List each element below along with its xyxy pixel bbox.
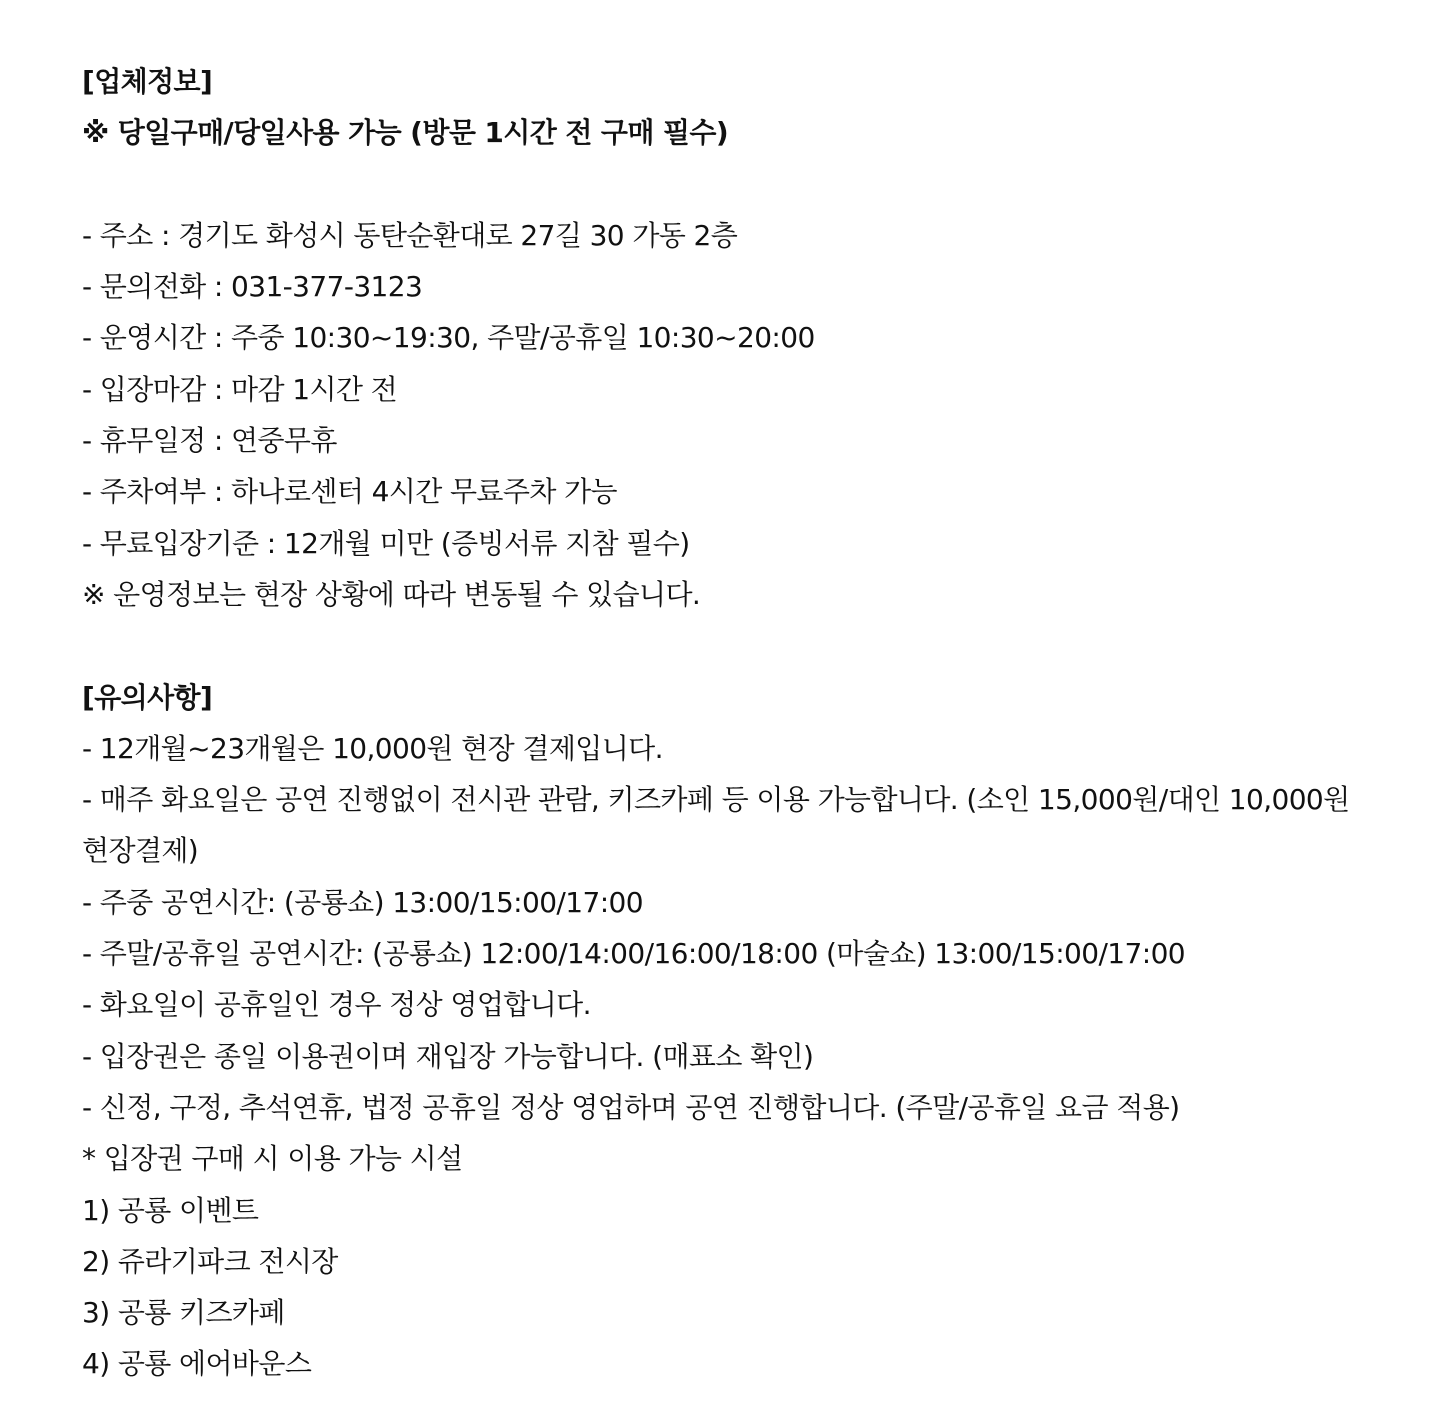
parking-line: - 주차여부 : 하나로센터 4시간 무료주차 가능 (82, 475, 617, 509)
operation-info-footnote: ※ 운영정보는 현장 상황에 따라 변동될 수 있습니다. (82, 577, 701, 611)
free-admission-line: - 무료입장기준 : 12개월 미만 (증빙서류 지참 필수) (82, 526, 690, 560)
spacer (82, 620, 1372, 671)
info-document (82, 56, 1372, 1390)
phone-line: - 문의전화 : 031-377-3123 (82, 270, 423, 304)
caution-item: - 12개월~23개월은 10,000원 현장 결제입니다. (82, 731, 663, 765)
cautions-heading: [유의사항] (82, 680, 213, 714)
address-line: - 주소 : 경기도 화성시 동탄순환대로 27길 30 가동 2층 (82, 218, 738, 252)
facility-item: 4) 공룡 에어바운스 (82, 1347, 312, 1381)
operating-hours-line: - 운영시간 : 주중 10:30~19:30, 주말/공휴일 10:30~20:00 (82, 321, 815, 355)
caution-item: - 화요일이 공휴일인 경우 정상 영업합니다. (82, 988, 591, 1022)
caution-item: - 매주 화요일은 공연 진행없이 전시관 관람, 키즈카페 등 이용 가능합니다. (소인 15,000원/대인 10,000원 현장결제) (82, 783, 1350, 868)
facilities-heading: * 입장권 구매 시 이용 가능 시설 (82, 1142, 463, 1176)
spacer (82, 159, 1372, 210)
closed-days-line: - 휴무일정 : 연중무휴 (82, 424, 337, 458)
company-info-heading: [업체정보] (82, 65, 213, 98)
last-entry-line: - 입장마감 : 마감 1시간 전 (82, 372, 398, 406)
facility-item: 1) 공룡 이벤트 (82, 1193, 259, 1227)
facility-item: 3) 공룡 키즈카페 (82, 1296, 285, 1330)
same-day-purchase-notice: ※ 당일구매/당일사용 가능 (방문 1시간 전 구매 필수) (82, 116, 729, 150)
caution-item: - 신정, 구정, 추석연휴, 법정 공휴일 정상 영업하며 공연 진행합니다. (주말/공휴일 요금 적용) (82, 1090, 1180, 1124)
facility-item: 2) 쥬라기파크 전시장 (82, 1244, 338, 1278)
caution-item: - 입장권은 종일 이용권이며 재입장 가능합니다. (매표소 확인) (82, 1039, 814, 1073)
caution-item: - 주말/공휴일 공연시간: (공룡쇼) 12:00/14:00/16:00/18:00 (마술쇼) 13:00/15:00/17:00 (82, 937, 1185, 971)
caution-item: - 주중 공연시간: (공룡쇼) 13:00/15:00/17:00 (82, 885, 643, 919)
